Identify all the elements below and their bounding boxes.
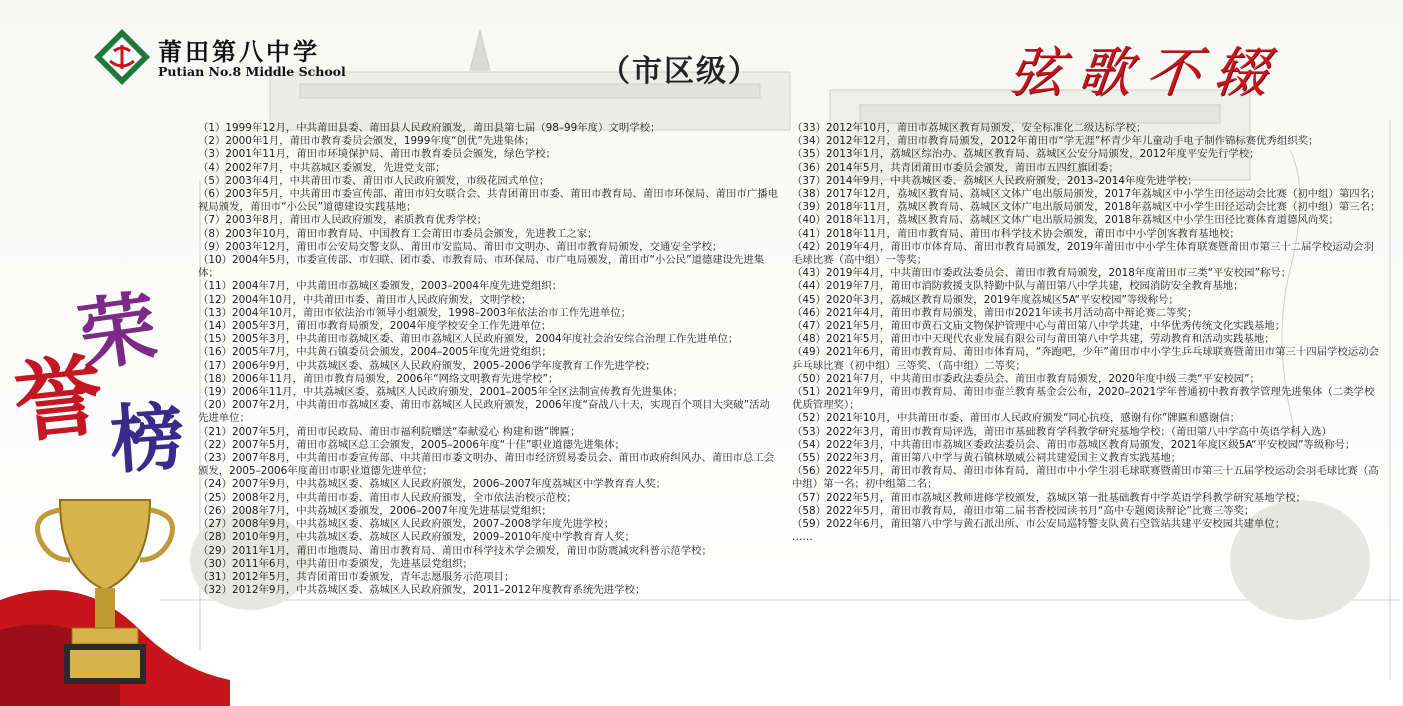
honor-item	[198, 280, 778, 293]
honor-list-right	[792, 122, 1382, 545]
honor-item-number: （6）	[198, 188, 226, 201]
honor-item-number: （30）	[198, 557, 233, 570]
honor-item-text: 2021年4月，莆田市教育局颁发，莆田市2021年读书月活动高中辩论赛二等奖；	[826, 306, 1198, 319]
honor-item	[792, 122, 1382, 135]
honor-item-text: 2012年10月，莆田市荔城区教育局颁发，安全标准化二级达标学校；	[826, 122, 1147, 134]
honor-item-number: （59）	[792, 518, 827, 531]
honor-item-number: （26）	[198, 504, 233, 517]
honor-item-text: 2019年4月，中共莆田市委政法委员会、莆田市教育局颁发，2018年度莆田市三类“平安校园”称号；	[826, 267, 1292, 280]
honor-item-text: 1999年12月，中共莆田县委、莆田县人民政府颁发，莆田县第七届（98–99年度）文明学校；	[225, 122, 661, 134]
honor-item	[198, 571, 778, 584]
honor-item	[792, 175, 1382, 188]
honor-item	[792, 201, 1382, 214]
honor-item-number: （15）	[198, 333, 233, 346]
honor-item-number: （25）	[198, 491, 233, 504]
honor-item-text: 2021年9月，莆田市教育局、莆田市壶兰教育基金会公布，2020–2021学年普通初中教育教学管理先进集体（二类学校优质管理奖）；	[792, 386, 1375, 412]
honor-item-number: （8）	[198, 227, 226, 240]
honor-item-text: 2013年1月，荔城区综治办、荔城区教育局、荔城区公安分局颁发，2012年度平安先行学校；	[826, 148, 1260, 161]
honor-item-text: 2007年5月，莆田市荔城区总工会颁发，2005–2006年度“十佳”职业道德先进集体；	[232, 438, 625, 451]
honor-item	[792, 280, 1382, 293]
honor-item-text: 2018年11月，莆田市教育局、莆田市科学技术协会颁发，莆田市中小学创客教育基地校；	[826, 227, 1240, 240]
honor-item-text: 2019年7月，莆田市消防救援支队特勤中队与莆田第八中学共建，校园消防安全教育基地；	[826, 280, 1244, 293]
honor-item-text: 2014年9月，中共荔城区委、荔城区人民政府颁发，2013–2014年度先进学校；	[826, 174, 1198, 187]
honor-item-text: 2022年3月，中共莆田市荔城区委政法委员会、莆田市荔城区教育局颁发，2021年度区级5A“平安校园”等级称号；	[826, 438, 1356, 451]
honor-item-text: 2021年10月，中共莆田市委、莆田市人民政府颁发“同心抗疫，感谢有你”牌匾和感谢信；	[826, 412, 1241, 425]
school-logo	[92, 27, 152, 87]
honor-item-text: 2018年11月，荔城区教育局、荔城区文体广电出版局颁发，2018年荔城区中小学生田径比赛体育道德风尚奖；	[826, 214, 1339, 227]
honor-item-number: （23）	[198, 452, 233, 465]
honor-item-number: （17）	[198, 359, 233, 372]
honor-item-number: （18）	[198, 372, 233, 385]
honor-item-number: （27）	[198, 518, 233, 531]
honor-item-number: （39）	[792, 201, 827, 214]
honor-item-number: （32）	[198, 584, 233, 597]
honor-item	[198, 214, 778, 227]
honor-item-number: （33）	[792, 122, 827, 134]
honor-item-text: 2007年9月，中共荔城区委、荔城区人民政府颁发，2006–2007年度荔城区中学教育育人奖；	[232, 478, 667, 491]
honor-item-number: （37）	[792, 174, 827, 187]
honor-item-text: 2021年7月，中共莆田市委政法委员会、莆田市教育局颁发，2020年度中级三类“平安校园”；	[826, 372, 1260, 385]
honor-item-text: 2022年5月，莆田市教育局、莆田市体育局，莆田市中小学生羽毛球联赛暨莆田市第三十五届学校运动会羽毛球比赛（高中组）第一名；初中组第二名；	[792, 465, 1379, 491]
honor-item-text: 2010年9月，中共荔城区委、荔城区人民政府颁发，2009–2010年度中学教育育人奖；	[232, 531, 635, 544]
honor-item-text: 2003年4月，中共莆田市委、莆田市人民政府颁发，市级花园式单位；	[225, 174, 550, 187]
honor-item-text: 2012年5月，共青团莆田市委颁发，青年志愿服务示范项目；	[232, 570, 515, 583]
honor-item-text: 2021年6月，莆田市教育局、莆田市体育局，“奔跑吧，少年”莆田市中小学生乒乓球联赛暨莆田市第三十四届学校运动会乒乓球比赛（初中组）三等奖、（高中组）二等奖；	[792, 346, 1379, 372]
honor-item	[198, 320, 778, 333]
honor-item	[198, 228, 778, 241]
honor-item	[792, 148, 1382, 161]
honor-item-number: （49）	[792, 346, 827, 359]
honor-item	[792, 241, 1382, 267]
honor-item	[198, 307, 778, 320]
honor-item	[792, 162, 1382, 175]
honor-item-number: （45）	[792, 293, 827, 306]
honor-item	[792, 307, 1382, 320]
honor-item	[198, 492, 778, 505]
honor-item	[792, 333, 1382, 346]
honor-item-number: （3）	[198, 148, 226, 161]
honor-item-number: （31）	[198, 570, 233, 583]
honor-list-left	[198, 122, 778, 597]
honor-title-char-3: 榜	[107, 393, 188, 485]
honor-item-number: （56）	[792, 465, 827, 478]
honor-item	[792, 439, 1382, 452]
honor-item-number: （51）	[792, 386, 827, 399]
honor-item-text: 2006年11月，中共荔城区委、荔城区人民政府颁发，2001–2005年全区法制宣传教育先进集体；	[232, 386, 684, 399]
honor-item	[792, 465, 1382, 491]
honor-item	[198, 175, 778, 188]
honor-item	[792, 267, 1382, 280]
honor-item	[792, 452, 1382, 465]
honor-item-text: 2004年5月，市委宣传部、市妇联、团市委、市教育局、市环保局、市广电局颁发，莆田市“小公民”道德建设先进集体；	[198, 254, 765, 280]
honor-item	[198, 188, 778, 214]
honor-item	[792, 228, 1382, 241]
honor-item-text: 2017年12月，荔城区教育局、荔城区文体广电出版局颁发，2017年荔城区中小学生田径运动会比赛（初中组）第四名；	[826, 188, 1381, 201]
honor-item-number: （43）	[792, 267, 827, 280]
honor-item	[792, 320, 1382, 333]
honor-item-number: （24）	[198, 478, 233, 491]
honor-item-number: （38）	[792, 188, 827, 201]
honor-item-number: （54）	[792, 438, 827, 451]
honor-item-number: （53）	[792, 425, 827, 438]
honor-item-number: （1）	[198, 122, 226, 134]
honor-item-text: 2011年6月，中共莆田市委颁发，先进基层党组织；	[232, 557, 473, 570]
honor-item-number: （19）	[198, 386, 233, 399]
honor-item	[792, 412, 1382, 425]
honor-item	[792, 531, 1382, 544]
honor-item-text: ……	[792, 531, 813, 544]
honor-item	[198, 333, 778, 346]
honor-item	[198, 478, 778, 491]
honor-item-text: 2003年5月，中共莆田市委宣传部、莆田市妇女联合会、共青团莆田市委、莆田市教育局、莆田市环保局、莆田市广播电视局颁发，莆田市“小公民”道德建设实践基地；	[198, 188, 778, 214]
honor-item-number: （34）	[792, 135, 827, 148]
honor-item	[198, 373, 778, 386]
honor-item-text: 2004年7月，中共莆田市荔城区委颁发，2003–2004年度先进党组织；	[232, 280, 563, 293]
honor-item	[792, 426, 1382, 439]
honor-item-text: 2003年10月，莆田市教育局、中国教育工会莆田市委员会颁发，先进教工之家；	[225, 227, 598, 240]
honor-item-text: 2003年12月，莆田市公安局交警支队、莆田市安监局、莆田市文明办、莆田市教育局颁发，交通安全学校；	[225, 240, 723, 253]
honor-item	[792, 214, 1382, 227]
school-name-en: Putian No.8 Middle School	[158, 64, 346, 79]
honor-item-number: （44）	[792, 280, 827, 293]
honor-item-text: 2022年3月，莆田第八中学与黄石镇林墩威公祠共建爱国主义教育实践基地；	[826, 452, 1182, 465]
motto-calligraphy: 弦歌不辍	[1006, 41, 1285, 104]
honor-item	[198, 135, 778, 148]
honor-item-text: 2001年11月，莆田市环境保护局、莆田市教育委员会颁发，绿色学校；	[225, 148, 557, 161]
honor-item-number: （2）	[198, 135, 226, 148]
honor-item	[198, 360, 778, 373]
honor-item-number: （58）	[792, 504, 827, 517]
honor-item	[198, 584, 778, 597]
honor-item	[198, 518, 778, 531]
honor-item-number: （57）	[792, 491, 827, 504]
honor-item	[198, 531, 778, 544]
honor-item-text: 2022年6月，莆田第八中学与黄石派出所、市公安局巡特警支队黄石空管站共建平安校园共建单位；	[826, 518, 1286, 531]
honor-item-text: 2021年5月，莆田市黄石文庙文物保护管理中心与莆田第八中学共建，中华优秀传统文化实践基地；	[826, 320, 1286, 333]
honor-item	[792, 188, 1382, 201]
honor-item-text: 2022年5月，莆田市荔城区教师进修学校颁发，荔城区第一批基础教育中学英语学科教学研究基地学校；	[826, 491, 1306, 504]
honor-item-text: 2008年7月，中共荔城区委颁发，2006–2007年度先进基层党组织；	[232, 504, 552, 517]
honor-item-number: （29）	[198, 544, 233, 557]
honor-item	[198, 294, 778, 307]
honor-item-text: 2000年1月，莆田市教育委员会颁发，1999年度“创优”先进集体；	[225, 135, 535, 148]
honor-item	[198, 439, 778, 452]
honor-item-text: 2018年11月，荔城区教育局、荔城区文体广电出版局颁发，2018年荔城区中小学生田径运动会比赛（初中组）第三名；	[826, 201, 1381, 214]
honor-item-text: 2014年5月，共青团莆田市委员会颁发，莆田市五四红旗团委；	[826, 161, 1119, 174]
honor-item-text: 2007年2月，中共莆田市荔城区委、莆田市荔城区人民政府颁发，2006年度“奋战八十天，实现百个项目大突破”活动先进单位；	[198, 399, 770, 425]
school-name-cn: 莆田第八中学	[158, 37, 320, 66]
honor-item-number: （42）	[792, 240, 827, 253]
honor-item-number: （14）	[198, 320, 233, 333]
honor-item-text: 2012年9月，中共荔城区委、荔城区人民政府颁发，2011–2012年度教育系统先进学校；	[232, 584, 646, 597]
honor-item	[198, 241, 778, 254]
honor-item-text: 2003年8月，莆田市人民政府颁发，素质教育优秀学校；	[225, 214, 488, 227]
honor-item-text: 2005年7月，中共黄石镇委员会颁发，2004–2005年度先进党组织；	[232, 346, 552, 359]
honor-item-number: （12）	[198, 293, 233, 306]
honor-item-number: （46）	[792, 306, 827, 319]
honor-item-number: （48）	[792, 333, 827, 346]
honor-item	[792, 373, 1382, 386]
honor-item-number: （9）	[198, 240, 226, 253]
honor-item-number: （11）	[198, 280, 233, 293]
honor-item	[792, 294, 1382, 307]
honor-item-number: （4）	[198, 161, 226, 174]
honor-item-number: （22）	[198, 438, 233, 451]
honor-item	[198, 148, 778, 161]
honor-item	[792, 386, 1382, 412]
honor-item-number: （35）	[792, 148, 827, 161]
honor-item-text: 2019年4月，莆田市市体育局、莆田市教育局颁发，2019年莆田市中小学生体育联赛暨莆田市第三十二届学校运动会羽毛球比赛（高中组）一等奖；	[792, 240, 1374, 267]
honor-item	[198, 254, 778, 280]
honor-item-number: （21）	[198, 425, 233, 438]
honor-item	[792, 135, 1382, 148]
honor-item	[198, 162, 778, 175]
honor-item-text: 2012年12月，莆田市教育局颁发，2012年莆田市“学无涯”杯青少年儿童动手电子制作锦标赛优秀组织奖；	[826, 135, 1319, 148]
honor-item-text: 2004年10月，莆田市依法治市领导小组颁发，1998–2003年依法治市工作先进单位；	[232, 306, 632, 319]
honor-item-text: 2002年7月，中共荔城区委颁发，先进党支部；	[225, 161, 446, 174]
honor-item-text: 2022年5月，莆田市教育局，莆田市第二届书香校园读书月“高中专题阅读辩论”比赛三等奖；	[826, 504, 1255, 517]
honor-item	[198, 505, 778, 518]
honor-item-number: （47）	[792, 320, 827, 333]
honor-item-text: 2007年5月，莆田市民政局、莆田市福利院赠送“奉献爱心 构建和谐”牌匾；	[232, 425, 581, 438]
honor-item	[792, 518, 1382, 531]
honor-item-number: （7）	[198, 214, 226, 227]
honor-item-number: （5）	[198, 174, 226, 187]
honor-item-text: 2004年10月，中共莆田市委、莆田市人民政府颁发，文明学校；	[232, 293, 532, 306]
honor-title-char-1: 荣	[72, 281, 163, 383]
honor-item	[792, 346, 1382, 372]
honor-item-number: （50）	[792, 372, 827, 385]
honor-item-text: 2021年5月，莆田市中天现代农业发展有限公司与莆田第八中学共建，劳动教育和活动实践基地；	[826, 333, 1275, 346]
honor-item	[198, 399, 778, 425]
honor-item	[198, 558, 778, 571]
level-title: （市区级）	[600, 54, 760, 89]
honor-item-text: 2008年9月，中共荔城区委、荔城区人民政府颁发，2007–2008学年度先进学校；	[232, 518, 615, 531]
honor-item-number: （36）	[792, 161, 827, 174]
honor-item-text: 2005年3月，莆田市教育局颁发，2004年度学校安全工作先进单位；	[232, 320, 552, 333]
honor-item	[198, 545, 778, 558]
honor-item-text: 2020年3月，荔城区教育局颁发，2019年度荔城区5A“平安校园”等级称号；	[826, 293, 1179, 306]
honor-item	[198, 386, 778, 399]
honor-item-text: 2022年3月，莆田市教育局评选，莆田市基础教育学科教学研究基地学校；（莆田第八中学高中英语学科入选）	[826, 425, 1332, 438]
honor-title-char-2: 誉	[9, 342, 108, 456]
honor-item-number: （55）	[792, 452, 827, 465]
honor-item-number: （28）	[198, 531, 233, 544]
honor-item-number: （13）	[198, 306, 233, 319]
honor-item-number: （40）	[792, 214, 827, 227]
honor-item	[198, 122, 778, 135]
honor-item-text: 2011年1月，莆田市地震局、莆田市教育局、莆田市科学技术学会颁发，莆田市防震减灾科普示范学校；	[232, 544, 712, 557]
honor-item-number: （20）	[198, 399, 233, 412]
honor-item-number: （10）	[198, 254, 233, 267]
honor-item	[792, 505, 1382, 518]
honor-item-text: 2005年3月，中共莆田市荔城区委、莆田市荔城区人民政府颁发，2004年度社会治安综合治理工作先进单位；	[232, 333, 739, 346]
honor-item-text: 2007年8月，中共莆田市委宣传部、中共莆田市委文明办、莆田市经济贸易委员会、莆田市政府纠风办、莆田市总工会颁发，2005–2006年度莆田市职业道德先进单位；	[198, 452, 775, 478]
honor-item-text: 2008年2月，中共莆田市委、莆田市人民政府颁发，全市依法治校示范校；	[232, 491, 577, 504]
honor-item	[198, 426, 778, 439]
honor-item-text: 2006年9月，中共荔城区委、荔城区人民政府颁发，2005–2006学年度教育工作先进学校；	[232, 359, 656, 372]
honor-item-number: （41）	[792, 227, 827, 240]
trophy-illustration	[0, 478, 233, 706]
honor-item	[198, 452, 778, 478]
honor-item	[198, 346, 778, 359]
honor-item-text: 2006年11月，莆田市教育局颁发，2006年“网络文明教育先进学校”；	[232, 372, 559, 385]
honor-item-number: （52）	[792, 412, 827, 425]
honor-item	[792, 492, 1382, 505]
honor-item-number: （16）	[198, 346, 233, 359]
